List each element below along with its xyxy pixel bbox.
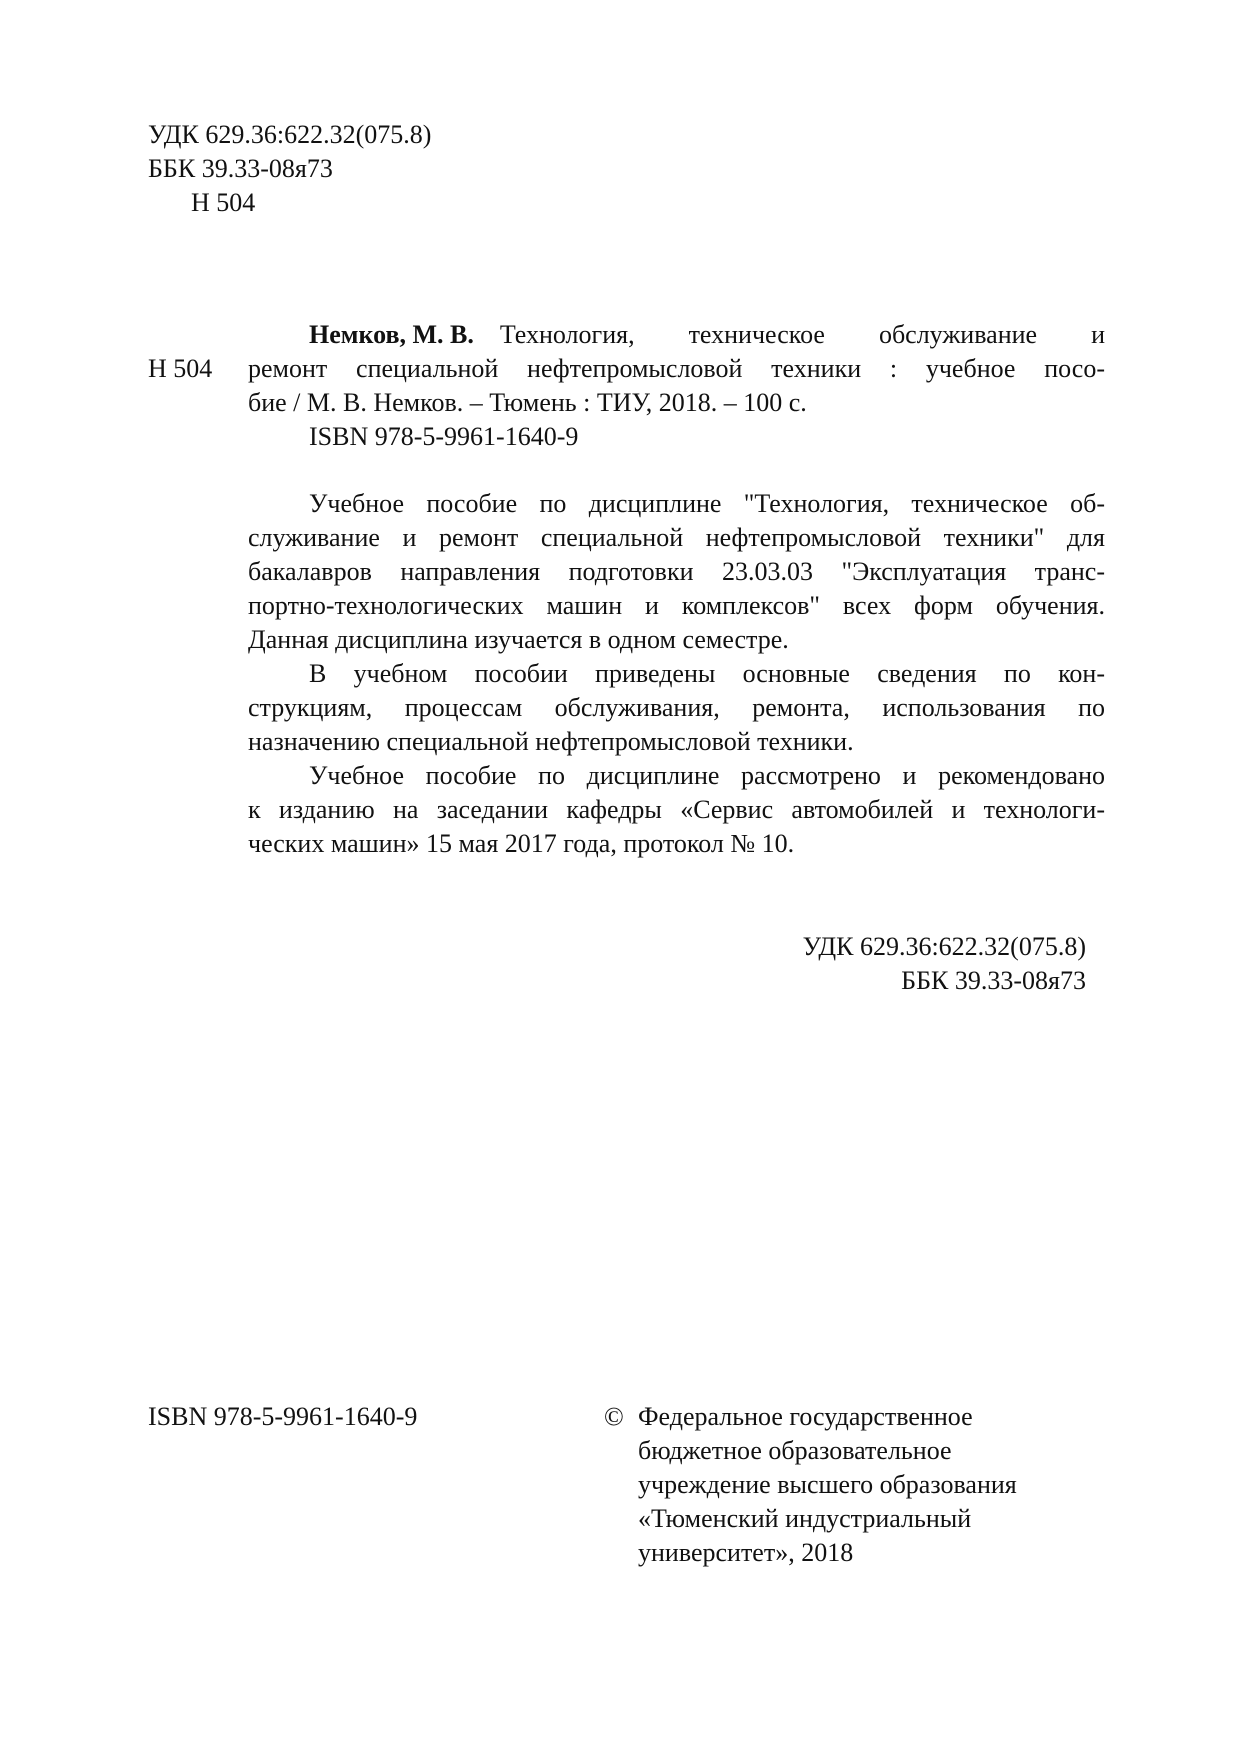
annotation-p1-line-3: бакалавров направления подготовки 23.03.03 "Эксплуатация транс- (248, 557, 1105, 586)
bibliography-line-3: бие / М. В. Немков. – Тюмень : ТИУ, 2018. – 100 с. (248, 388, 807, 417)
annotation-p3-line-2: к изданию на заседании кафедры «Сервис автомобилей и технологи- (248, 795, 1105, 824)
author-mark-top: Н 504 (191, 188, 256, 217)
bibliography-line-2: ремонт специальной нефтепромысловой техники : учебное посо- (248, 354, 1105, 383)
bibliography-line-1 (248, 318, 1105, 352)
annotation-p2-line-1: В учебном пособии приведены основные сведения по кон- (309, 659, 1105, 688)
author-mark-bibliography: Н 504 (148, 354, 213, 383)
udk-code-right: УДК 629.36:622.32(075.8) (802, 932, 1086, 961)
copyright-icon: © (604, 1402, 624, 1431)
annotation-p1-line-5: Данная дисциплина изучается в одном семестре. (248, 625, 789, 654)
annotation-p2-line-3: назначению специальной нефтепромысловой техники. (248, 727, 854, 756)
bibliography-title-start: Технология, техническое обслуживание и (499, 320, 1105, 349)
author-name: Немков, М. В. (309, 320, 474, 349)
annotation-p1-line-4: портно-технологических машин и комплексов" всех форм обучения. (248, 591, 1105, 620)
copyright-line-3: учреждение высшего образования (638, 1470, 1017, 1499)
annotation-p1-line-1: Учебное пособие по дисциплине "Технология, техническое об- (309, 489, 1105, 518)
bbk-code-top: ББК 39.33-08я73 (148, 154, 333, 183)
bibliography-isbn: ISBN 978-5-9961-1640-9 (309, 422, 579, 451)
annotation-p3-line-3: ческих машин» 15 мая 2017 года, протокол № 10. (248, 829, 795, 858)
udk-code-top: УДК 629.36:622.32(075.8) (148, 120, 432, 149)
bbk-code-right: ББК 39.33-08я73 (901, 966, 1086, 995)
copyright-line-5: университет», 2018 (638, 1538, 854, 1567)
copyright-line-1: Федеральное государственное (638, 1402, 973, 1431)
copyright-line-4: «Тюменский индустриальный (638, 1504, 972, 1533)
annotation-p1-line-2: служивание и ремонт специальной нефтепромысловой техники" для (248, 523, 1105, 552)
annotation-p2-line-2: струкциям, процессам обслуживания, ремонта, использования по (248, 693, 1105, 722)
copyright-line-2: бюджетное образовательное (638, 1436, 952, 1465)
annotation-p3-line-1: Учебное пособие по дисциплине рассмотрено и рекомендовано (309, 761, 1105, 790)
isbn-footer: ISBN 978-5-9961-1640-9 (148, 1402, 418, 1431)
